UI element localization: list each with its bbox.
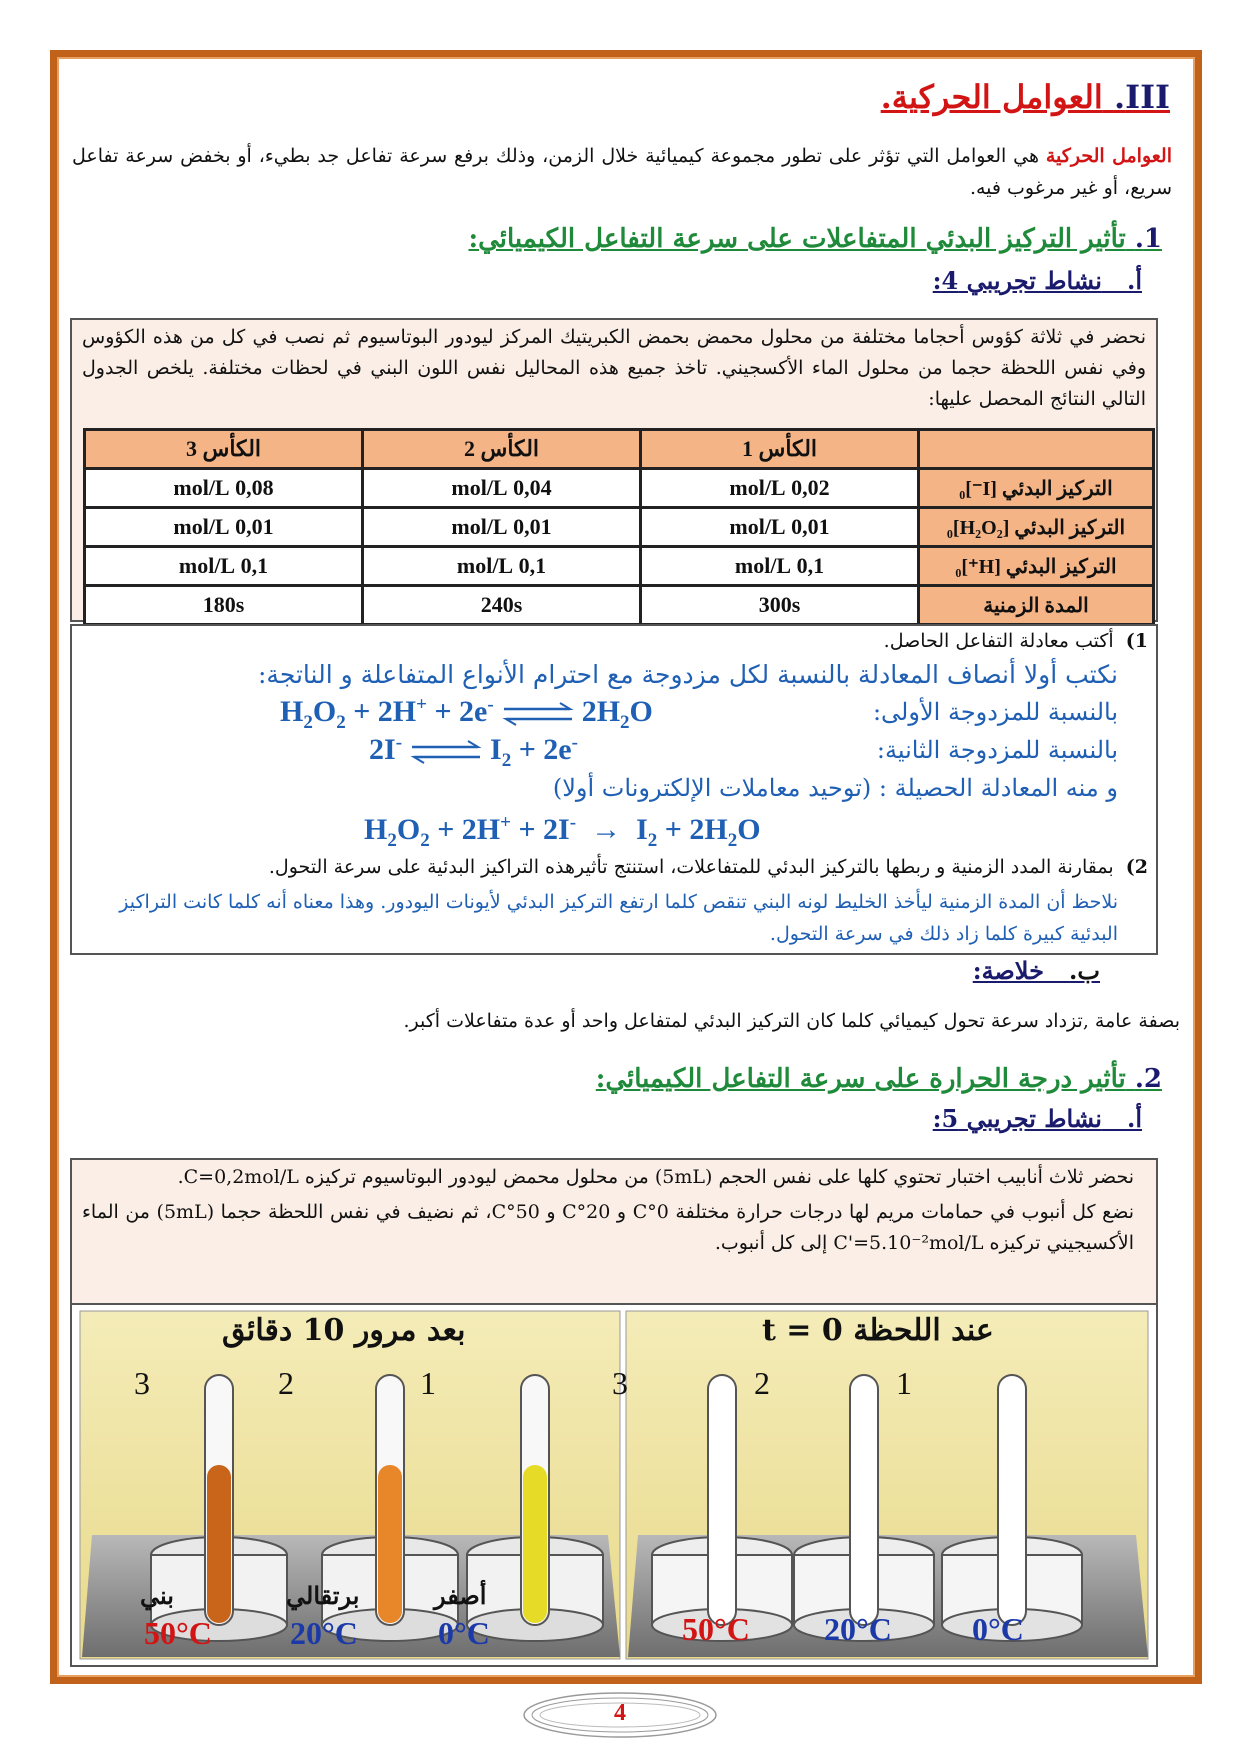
- section-title-text: العوامل الحركية.: [880, 78, 1103, 116]
- table-row: [85, 508, 1154, 547]
- table-corner: [919, 430, 1154, 469]
- q2-answer: نلاحظ أن المدة الزمنية ليأخذ الخليط لونه البني تنقص كلما ارتفع التركيز البدئي لأيونات اليودور. وهذا معناه أنه كلما كانت التراكيز البدئية كبيرة كلما زاد ذلك في سرعة التحول.: [119, 891, 1118, 945]
- figure-right-title: عند اللحظة t = 0: [762, 1313, 994, 1348]
- part1-title: تأثير التركيز البدئي المتفاعلات على سرعة التفاعل الكيميائي:: [468, 224, 1126, 254]
- color-label-yellow: أصفر: [434, 1581, 487, 1610]
- activity5-text-2: نضع كل أنبوب في حمامات مريم لها درجات حرارة مختلفة 0°C و 20°C و 50°C، ثم نضيف في نفس اللحظة حجما (5mL) من الماء الأكسيجيني تركيزه C'=5.10⁻²mol/L إلى كل أنبوب.: [82, 1201, 1135, 1254]
- color-label-orange: برتقالي: [286, 1581, 360, 1610]
- summary-heading: [973, 956, 1100, 985]
- intro-paragraph: [72, 140, 1172, 204]
- section-number: III.: [1113, 78, 1170, 116]
- figure-left-title: بعد مرور 10 دقائق: [222, 1313, 466, 1348]
- overall-equation-label: و منه المعادلة الحصيلة : (توحيد معاملات الإلكترونات أولا): [552, 774, 1118, 802]
- table-cell: 0,1 mol/L: [363, 547, 641, 586]
- table-cell: 240s: [363, 586, 641, 625]
- temp-label: 50°C: [144, 1615, 212, 1651]
- couple1-label: بالنسبة للمزدوجة الأولى:: [872, 698, 1118, 726]
- table-cell: 0,1 mol/L: [85, 547, 363, 586]
- intro-keyword: العوامل الحركية: [1045, 145, 1172, 167]
- table-cell: 0,08 mol/L: [85, 469, 363, 508]
- row-label: التركيز البدئي [I⁻]₀: [919, 469, 1154, 508]
- overall-equation: $H_2O_2 + 2H^+ + 2I^- \to I_2 + 2H_2O$: [364, 812, 761, 851]
- table-cell: 180s: [85, 586, 363, 625]
- temp-label: 0°C: [438, 1615, 490, 1651]
- tube-number: 2: [754, 1365, 770, 1401]
- activity4-title: نشاط تجريبي 4:: [932, 266, 1102, 295]
- part2-number: 2.: [1134, 1064, 1162, 1094]
- table-cell: 300s: [641, 586, 919, 625]
- part2-title: تأثير درجة الحرارة على سرعة التفاعل الكيميائي:: [595, 1064, 1126, 1094]
- part1-heading: [468, 224, 1162, 254]
- question-1: [884, 630, 1148, 652]
- table-cell: 0,1 mol/L: [641, 547, 919, 586]
- tube-number: 1: [420, 1365, 436, 1401]
- activity5-text-1: نحضر ثلاث أنابيب اختبار تحتوي كلها على نفس الحجم (5mL) من محلول محمض ليودور البوتاسيوم تركيزه C=0,2mol/L.: [177, 1166, 1134, 1188]
- equilibrium-arrows-icon: [502, 701, 574, 727]
- activity4-letter: أ.: [1126, 266, 1142, 295]
- q1-answer-intro: نكتب أولا أنصاف المعادلة بالنسبة لكل مزدوجة مع احترام الأنواع المتفاعلة و الناتجة:: [258, 660, 1118, 689]
- table-cell: 0,01 mol/L: [363, 508, 641, 547]
- activity5-title: نشاط تجريبي 5:: [932, 1104, 1102, 1133]
- temp-label: 50°C: [682, 1611, 750, 1647]
- table-row: [85, 586, 1154, 625]
- q2-text: بمقارنة المدد الزمنية و ربطها بالتركيز البدئي للمتفاعلات، استنتج تأثيرهذه التراكيز البدئية على سرعة التحول.: [268, 856, 1114, 878]
- half-equation-1: $H_2O_2 + 2H^+ + 2e^-$ $2H_2O$: [280, 694, 653, 733]
- table-cell: 0,02 mol/L: [641, 469, 919, 508]
- row-label: التركيز البدئي [H₂O₂]₀: [919, 508, 1154, 547]
- intro-text: هي العوامل التي تؤثر على تطور مجموعة كيميائية خلال الزمن، وذلك برفع سرعة تفاعل جد بطيء، أو بخفض سرعة تفاعل سريع، أو غير مرغوب فيه.: [72, 145, 1172, 199]
- q2-number: 2): [1125, 856, 1148, 878]
- temp-label: 20°C: [290, 1615, 358, 1651]
- results-table: [83, 428, 1155, 626]
- couple2-label: بالنسبة للمزدوجة الثانية:: [876, 736, 1118, 764]
- summary-letter: ب.: [1069, 956, 1100, 985]
- q1-number: 1): [1125, 630, 1148, 652]
- part2-heading: [596, 1064, 1162, 1094]
- table-header: الكأس 1: [641, 430, 919, 469]
- equilibrium-arrows-icon: [410, 739, 482, 765]
- experiment-figure: [70, 1303, 1158, 1667]
- table-row: [85, 547, 1154, 586]
- part1-number: 1.: [1134, 224, 1162, 254]
- table-cell: 0,01 mol/L: [641, 508, 919, 547]
- tube-number: 3: [134, 1365, 150, 1401]
- answers-box: [70, 624, 1158, 955]
- section-title: [881, 78, 1170, 116]
- q1-text: أكتب معادلة التفاعل الحاصل.: [883, 630, 1114, 652]
- tube-number: 2: [278, 1365, 294, 1401]
- activity5-box: [70, 1158, 1158, 1305]
- table-header: الكأس 2: [363, 430, 641, 469]
- summary-text: بصفة عامة ,تزداد سرعة تحول كيميائي كلما كان التركيز البدئي لمتفاعل واحد أو عدة متفاعلات أكبر.: [403, 1010, 1180, 1032]
- temp-label: 20°C: [824, 1611, 892, 1647]
- color-label-brown: بني: [140, 1581, 174, 1610]
- activity4-text: نحضر في ثلاثة كؤوس أحجاما مختلفة من محلول محمض بحمض الكبريتيك المركز ليودور البوتاسيوم ثم نصب في كل من هذه الكؤوس وفي نفس اللحظة حجما من محلول الماء الأكسجيني. تاخذ جميع هذه المحاليل نفس اللون البني في لحظات مختلفة. يلخص الجدول التالي النتائج المحصل عليها:: [82, 326, 1146, 410]
- row-label: التركيز البدئي [H⁺]₀: [919, 547, 1154, 586]
- page-number: 4: [614, 1700, 626, 1726]
- tube-number: 1: [896, 1365, 912, 1401]
- activity5-heading: [933, 1104, 1142, 1133]
- row-label: المدة الزمنية: [919, 586, 1154, 625]
- table-cell: 0,04 mol/L: [363, 469, 641, 508]
- page-number-badge: [520, 1690, 720, 1740]
- table-header: الكأس 3: [85, 430, 363, 469]
- question-2: [80, 856, 1148, 878]
- temp-label: 0°C: [972, 1611, 1024, 1647]
- table-cell: 0,01 mol/L: [85, 508, 363, 547]
- half-equation-2: 2I- $I_2 + 2e^-$: [369, 732, 578, 771]
- summary-title: خلاصة:: [972, 956, 1044, 985]
- activity5-letter: أ.: [1126, 1104, 1142, 1133]
- activity4-heading: [933, 266, 1142, 295]
- tube-number: 3: [612, 1365, 628, 1401]
- table-header-row: [85, 430, 1154, 469]
- table-row: [85, 469, 1154, 508]
